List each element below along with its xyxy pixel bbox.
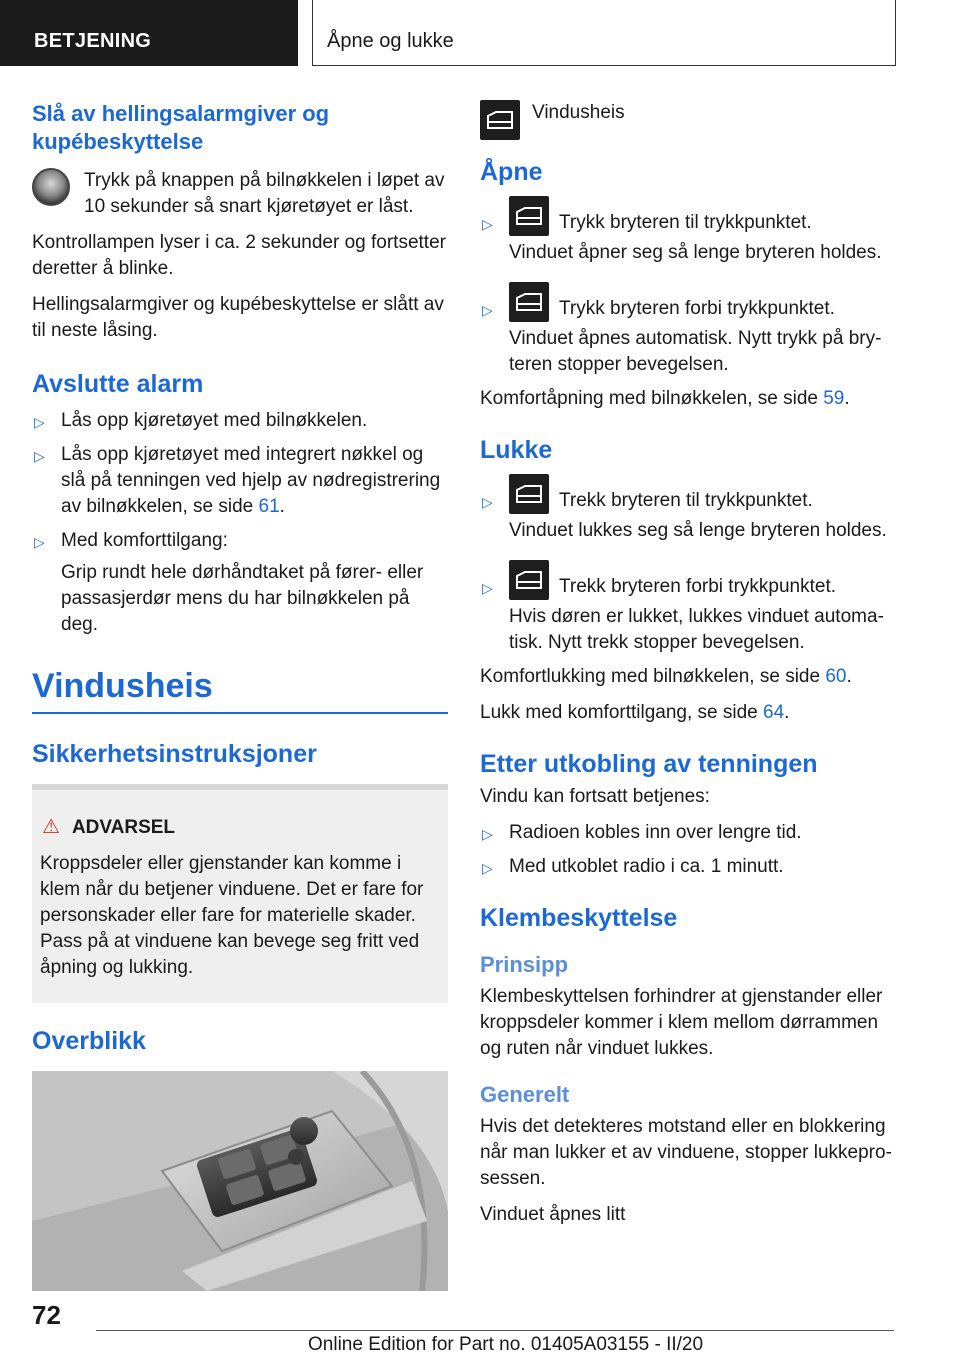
key-button-icon	[32, 168, 70, 206]
after-ignition-list	[480, 820, 894, 880]
window-lift-label: Vindusheis	[480, 100, 894, 140]
key-instruction-text: Trykk på knappen på bilnøkkelen i løpet av 10 sekunder så snart kjøretøyet er låst.	[84, 170, 445, 217]
paragraph: Lukk med komforttilgang, se side 64.	[480, 702, 790, 723]
page-number: 72	[32, 1300, 61, 1330]
bullet-triangle-icon: ▷	[482, 494, 493, 510]
paragraph: Vindu kan fortsatt betjenes:	[480, 786, 710, 807]
paragraph: Kontrollampen lyser i ca. 2 sekunder og fortsetter deretter å blinke.	[32, 232, 446, 279]
list-item: ▷ Trykk bryteren til trykkpunktet. Vinduet åpner seg så lenge bryteren holdes.	[480, 196, 894, 266]
heading-overview: Overblikk	[32, 1027, 146, 1055]
chapter-title: Åpne og lukke	[312, 0, 896, 66]
section-tab[interactable]: BETJENING	[0, 0, 298, 66]
bullet-triangle-icon: ▷	[482, 302, 493, 318]
heading-tilt-alarm: Slå av hellingsalarmgiver og kupébeskyttelse	[32, 101, 330, 154]
list-item: ▷ Trykk bryteren forbi trykkpunktet. Vinduet åpnes automatisk. Nytt trykk på bryteren stopper bevegelsen.	[480, 282, 894, 378]
right-column	[480, 100, 894, 1238]
paragraph: Klembeskyttelsen forhindrer at gjenstander eller kroppsdeler kommer i klem mellom dørrammen og ruten når vinduet lukkes.	[480, 986, 883, 1059]
heading-general: Generelt	[480, 1082, 570, 1107]
paragraph: Hvis det detekteres motstand eller en blokkering når man lukker et av vinduene, stopper lukkeprosessen.	[480, 1116, 892, 1189]
list-item: ▷ Lås opp kjøretøyet med integrert nøkkel og slå på tenningen ved hjelp av nødregistrering av bilnøkkelen, se side 61.	[34, 444, 441, 517]
window-switch-icon	[509, 474, 549, 514]
paragraph: Vinduet åpnes litt	[480, 1204, 626, 1225]
warning-text: Kroppsdeler eller gjenstander kan komme i klem når du betjener vinduene. Det er fare for personskader eller fare for materielle skader. Pass på at vinduene kan bevege seg fritt ved åpning og lukking.	[40, 853, 424, 978]
window-switch-icon	[480, 100, 520, 140]
page-link[interactable]: 61	[258, 496, 280, 517]
warning-triangle-icon: ⚠	[42, 816, 60, 838]
list-item: ▷ Med komforttilgang: Grip rundt hele dørhåndtaket på fører- eller passasjerdør mens du har bilnøkkelen på deg.	[34, 530, 424, 635]
bullet-triangle-icon: ▷	[482, 580, 493, 596]
bullet-triangle-icon: ▷	[482, 216, 493, 232]
page-link[interactable]: 60	[825, 666, 847, 687]
bullet-triangle-icon: ▷	[34, 414, 45, 430]
edition-note: Online Edition for Part no. 01405A03155 - II/20	[308, 1334, 704, 1355]
heading-pinch-protection: Klembeskyttelse	[480, 904, 678, 932]
heading-open: Åpne	[480, 158, 543, 186]
page-link[interactable]: 59	[823, 388, 845, 409]
list-item: ▷ Lås opp kjøretøyet med bilnøkkelen.	[32, 408, 448, 434]
chapter-heading: Vindusheis	[32, 666, 448, 714]
paragraph: Hellingsalarmgiver og kupébeskyttelse er slått av til neste låsing.	[32, 294, 444, 341]
door-switch-image	[32, 1071, 448, 1291]
bullet-triangle-icon: ▷	[34, 534, 45, 550]
warning-box	[32, 784, 448, 1003]
list-item: ▷ Trekk bryteren forbi trykkpunktet. Hvis døren er lukket, lukkes vinduet automatisk. Nytt trekk stopper bevegelsen.	[480, 560, 894, 656]
window-switch-icon	[509, 282, 549, 322]
window-switch-icon	[509, 196, 549, 236]
footer-divider	[96, 1330, 894, 1331]
stop-alarm-list	[32, 408, 448, 638]
list-item: ▷ Trekk bryteren til trykkpunktet. Vinduet lukkes seg så lenge bryteren holdes.	[480, 474, 894, 544]
heading-safety: Sikkerhetsinstruksjoner	[32, 740, 317, 768]
window-switch-icon	[509, 560, 549, 600]
bullet-triangle-icon: ▷	[482, 826, 493, 842]
list-item: ▷ Radioen kobles inn over lengre tid.	[480, 820, 894, 846]
warning-title: ⚠ ADVARSEL	[42, 816, 176, 838]
heading-close: Lukke	[480, 436, 553, 464]
bullet-triangle-icon: ▷	[482, 860, 493, 876]
paragraph: Komfortlukking med bilnøkkelen, se side 60.	[480, 666, 852, 687]
page-header	[0, 0, 960, 66]
paragraph: Komfortåpning med bilnøkkelen, se side 59.	[480, 388, 850, 409]
page-link[interactable]: 64	[763, 702, 785, 723]
heading-stop-alarm: Avslutte alarm	[32, 370, 204, 398]
heading-after-ignition: Etter utkobling av tenningen	[480, 750, 818, 778]
key-instruction	[32, 168, 448, 220]
heading-principle: Prinsipp	[480, 952, 569, 977]
list-item: ▷ Med utkoblet radio i ca. 1 minutt.	[480, 854, 894, 880]
bullet-triangle-icon: ▷	[34, 448, 45, 464]
left-column	[32, 100, 448, 1291]
door-panel-illustration	[32, 1071, 448, 1291]
